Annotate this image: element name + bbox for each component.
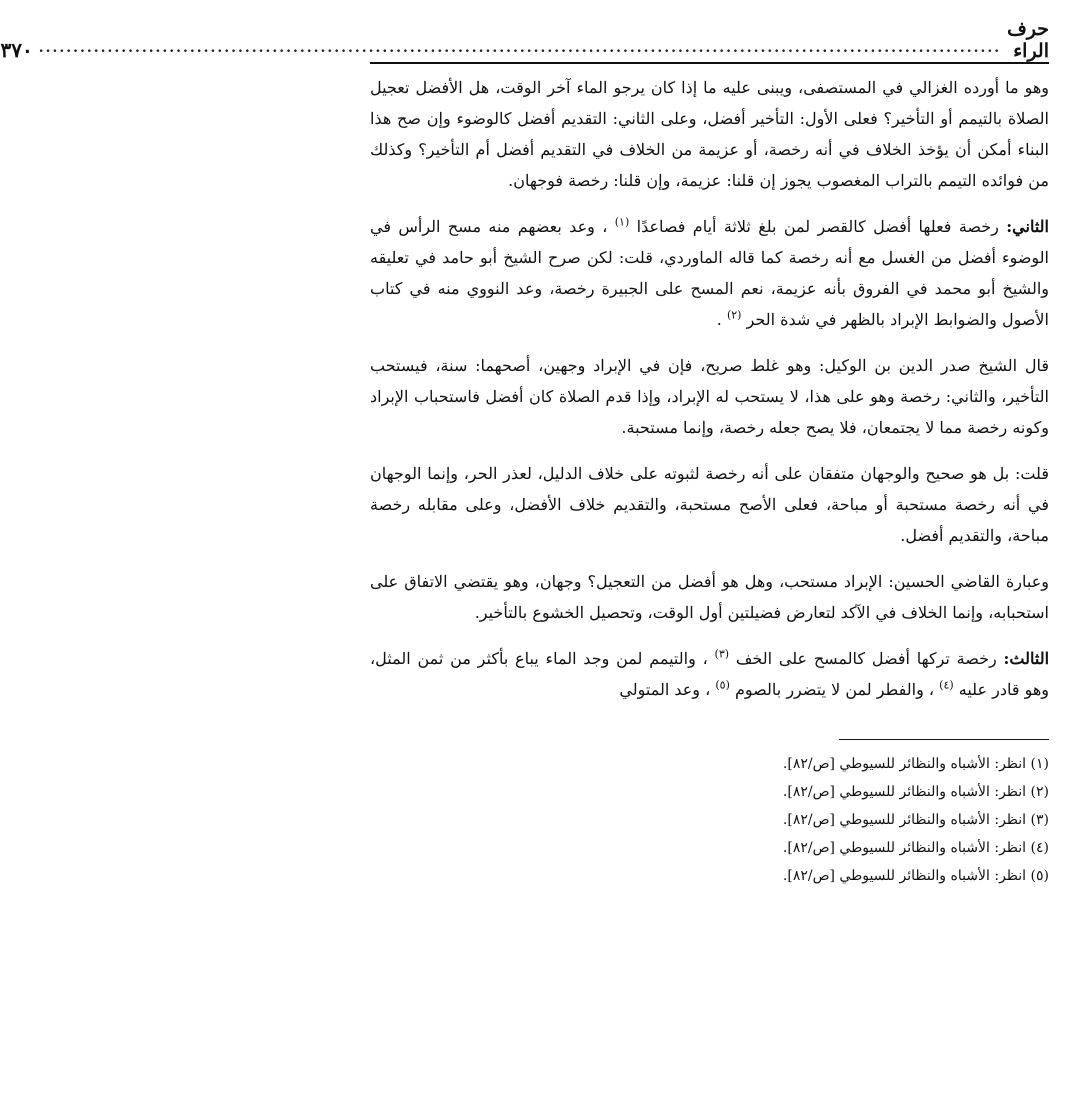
footnote-1: (١) انظر: الأشباه والنظائر للسيوطي [ص/٨٢].: [782, 756, 1049, 772]
paragraph: [370, 350, 1049, 443]
paragraph-text: قلت: بل هو صحيح والوجهان متفقان على أنه رخصة لثبوته على خلاف الدليل، لعذر الحر، وإنما الوجهان في أنه رخصة مستحبة أو مباحة، فعلى الأصح مستحبة، والتقديم خلاف الأفضل، وعلى مقابله رخصة مباحة، والتقديم أفضل.: [370, 464, 1049, 545]
book-page: [0, 18, 1050, 1083]
paragraph: [370, 72, 1049, 196]
footnote-ref: (٥): [715, 678, 730, 692]
footnote-3: (٣) انظر: الأشباه والنظائر للسيوطي [ص/٨٢].: [782, 812, 1049, 828]
footnote-ref: (٢): [726, 308, 742, 322]
paragraph: [370, 643, 1049, 705]
paragraph-text: رخصة تركها أفضل كالمسح على الخف: [735, 649, 997, 668]
paragraph-lead: الثاني:: [1006, 217, 1049, 236]
dotted-leader: ............................................................................................................................................: [38, 40, 1002, 56]
paragraph: [370, 458, 1049, 551]
footnote-2: (٢) انظر: الأشباه والنظائر للسيوطي [ص/٨٢].: [782, 784, 1049, 800]
paragraph-text: قال الشيخ صدر الدين بن الوكيل: وهو غلط صريح، فإن في الإبراد وجهين، أصحهما: سنة، فيستحب التأخير، والثاني: رخصة وهو على هذا، لا يستحب له الإبراد، وإذا قدم الصلاة كان أفضل فاستحباب الإبراد وكونه رخصة مما لا يجتمعان، فلا يصح جعله رخصة، وإنما مستحبة.: [370, 356, 1050, 437]
footnotes-list: [370, 750, 1049, 890]
running-header: [0, 18, 1049, 64]
footnote-separator: [839, 739, 1049, 740]
paragraph-text: .: [716, 310, 722, 329]
footnote-5: (٥) انظر: الأشباه والنظائر للسيوطي [ص/٨٢].: [782, 868, 1049, 884]
page-body: [370, 72, 1049, 705]
paragraph-text: وعبارة القاضي الحسين: الإبراد مستحب، وهل هو أفضل من التعجيل؟ وجهان، وهو يقتضي الاتفاق على استحبابه، وإنما الخلاف في الآكد لتعارض فضيلتين أول الوقت، وتحصيل الخشوع بالتأخير.: [370, 572, 1049, 622]
chapter-title: حرف الراء: [1007, 18, 1049, 62]
paragraph-text: رخصة فعلها أفضل كالقصر لمن بلغ ثلاثة أيام فصاعدًا: [636, 217, 999, 236]
paragraph-text: ، والتيمم لمن وجد الماء يباع بأكثر من ثمن المثل، وهو قادر عليه: [370, 649, 1049, 699]
page-number: ٣٧٠: [0, 38, 33, 62]
paragraph-text: ، وعد بعضهم منه مسح الرأس في الوضوء أفضل من الغسل مع أنه رخصة كما قاله الماوردي، قلت: لكن صرح الشيخ أبو حامد في تعليقه والشيخ أبو محمد في الفروق بأنه عزيمة، نعم المسح على الجبيرة رخصة، وعد النووي منه في كتاب الأصول والضوابط الإبراد بالظهر في شدة الحر: [370, 217, 1050, 329]
paragraph-text: ، والفطر لمن لا يتضرر بالصوم: [734, 680, 935, 699]
paragraph-lead: الثالث:: [1003, 649, 1050, 668]
footnote-ref: (١): [614, 215, 630, 229]
paragraph-text: ، وعد المتولي: [619, 680, 711, 699]
footnote-ref: (٤): [939, 678, 954, 692]
paragraph-text: وهو ما أورده الغزالي في المستصفى، ويبنى عليه ما إذا كان يرجو الماء آخر الوقت، هل الأفضل تعجيل الصلاة بالتيمم أو التأخير؟ فعلى الأول: التأخير أفضل، وعلى الثاني: التقديم أفضل كالوضوء وإن صح هذا البناء أمكن أن يؤخذ الخلاف في أنه رخصة، أو عزيمة من الخلاف في التقديم أفضل أم التأخير؟ وكذلك من فوائده التيمم بالتراب المغصوب يجوز إن قلنا: عزيمة، وإن قلنا: رخصة فوجهان.: [370, 78, 1050, 190]
paragraph: [370, 211, 1049, 335]
paragraph: [370, 566, 1049, 628]
footnote-4: (٤) انظر: الأشباه والنظائر للسيوطي [ص/٨٢].: [782, 840, 1049, 856]
footnote-ref: (٣): [714, 647, 730, 661]
